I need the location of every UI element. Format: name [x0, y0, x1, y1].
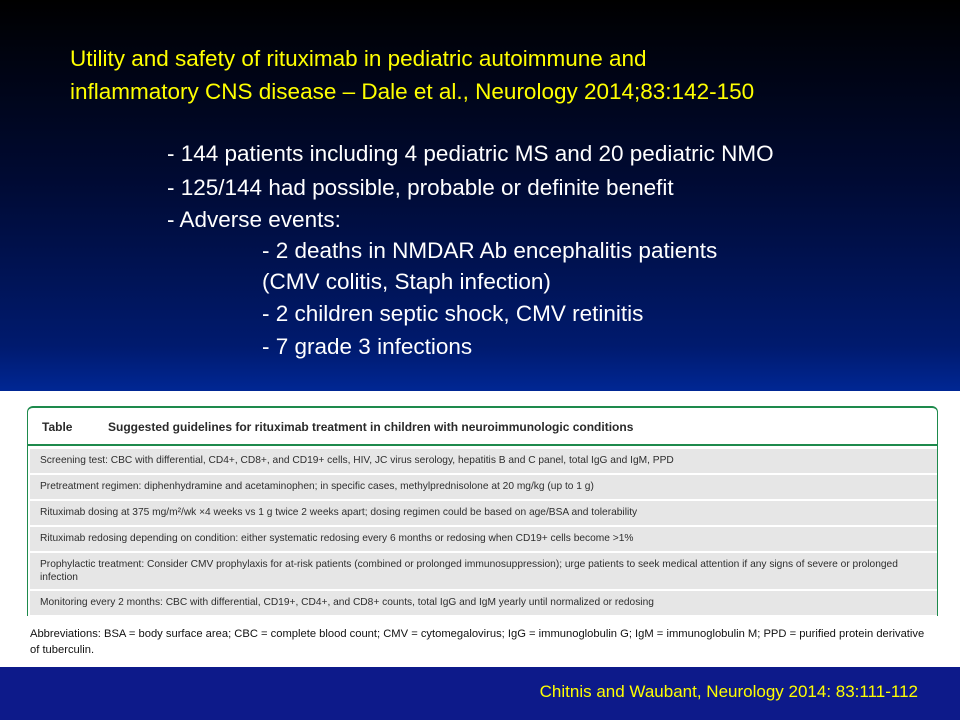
- table-row: Pretreatment regimen: diphenhydramine and acetaminophen; in specific cases, methylprednisolone at 20 mg/kg (up to 1 g): [30, 475, 937, 499]
- table-row: Screening test: CBC with differential, CD4+, CD8+, and CD19+ cells, HIV, JC virus serology, hepatitis B and C panel, total IgG and IgM, PPD: [30, 449, 937, 473]
- table-row: Rituximab dosing at 375 mg/m²/wk ×4 weeks vs 1 g twice 2 weeks apart; dosing regimen could be based on age/BSA and tolerability: [30, 501, 937, 525]
- footer-bar: [0, 667, 960, 720]
- bullet-item: - 144 patients including 4 pediatric MS and 20 pediatric NMO: [167, 141, 774, 166]
- sub-bullet-item: - 2 deaths in NMDAR Ab encephalitis patients: [262, 238, 718, 263]
- title-line-2: inflammatory CNS disease – Dale et al., Neurology 2014;83:142-150: [70, 79, 755, 104]
- table-row: Monitoring every 2 months: CBC with differential, CD19+, CD4+, and CD8+ counts, total IgG and IgM yearly until normalized or redosing: [30, 591, 937, 615]
- sub-bullet-item: - 7 grade 3 infections: [262, 334, 473, 359]
- table-row: Rituximab redosing depending on condition: either systematic redosing every 6 months or redosing when CD19+ cells become >1%: [30, 527, 937, 551]
- abbreviations-note: Abbreviations: BSA = body surface area; CBC = complete blood count; CMV = cytomegalovirus; IgG = immunoglobulin G; IgM = immunoglobulin M; PPD = purified protein derivative of tuberculin.: [30, 628, 925, 656]
- title-line-1: Utility and safety of rituximab in pediatric autoimmune and: [70, 46, 647, 71]
- bullet-item: - Adverse events:: [167, 207, 341, 232]
- sub-bullet-item: (CMV colitis, Staph infection): [262, 269, 551, 294]
- guidelines-table: [27, 406, 938, 616]
- sub-bullet-item: - 2 children septic shock, CMV retinitis: [262, 301, 644, 326]
- table-caption: Suggested guidelines for rituximab treatment in children with neuroimmunologic conditions: [108, 420, 634, 434]
- footer-citation: Chitnis and Waubant, Neurology 2014: 83:111-112: [539, 682, 918, 701]
- table-label: Table: [42, 420, 73, 434]
- bullet-item: - 125/144 had possible, probable or definite benefit: [167, 175, 674, 200]
- slide-title: [70, 42, 930, 108]
- table-header: [28, 408, 937, 446]
- guidelines-table-figure: [0, 391, 960, 667]
- table-row: Prophylactic treatment: Consider CMV prophylaxis for at-risk patients (combined or prolonged immunosuppression); urge patients to seek medical attention if any signs of severe or prolonged infection: [30, 553, 937, 589]
